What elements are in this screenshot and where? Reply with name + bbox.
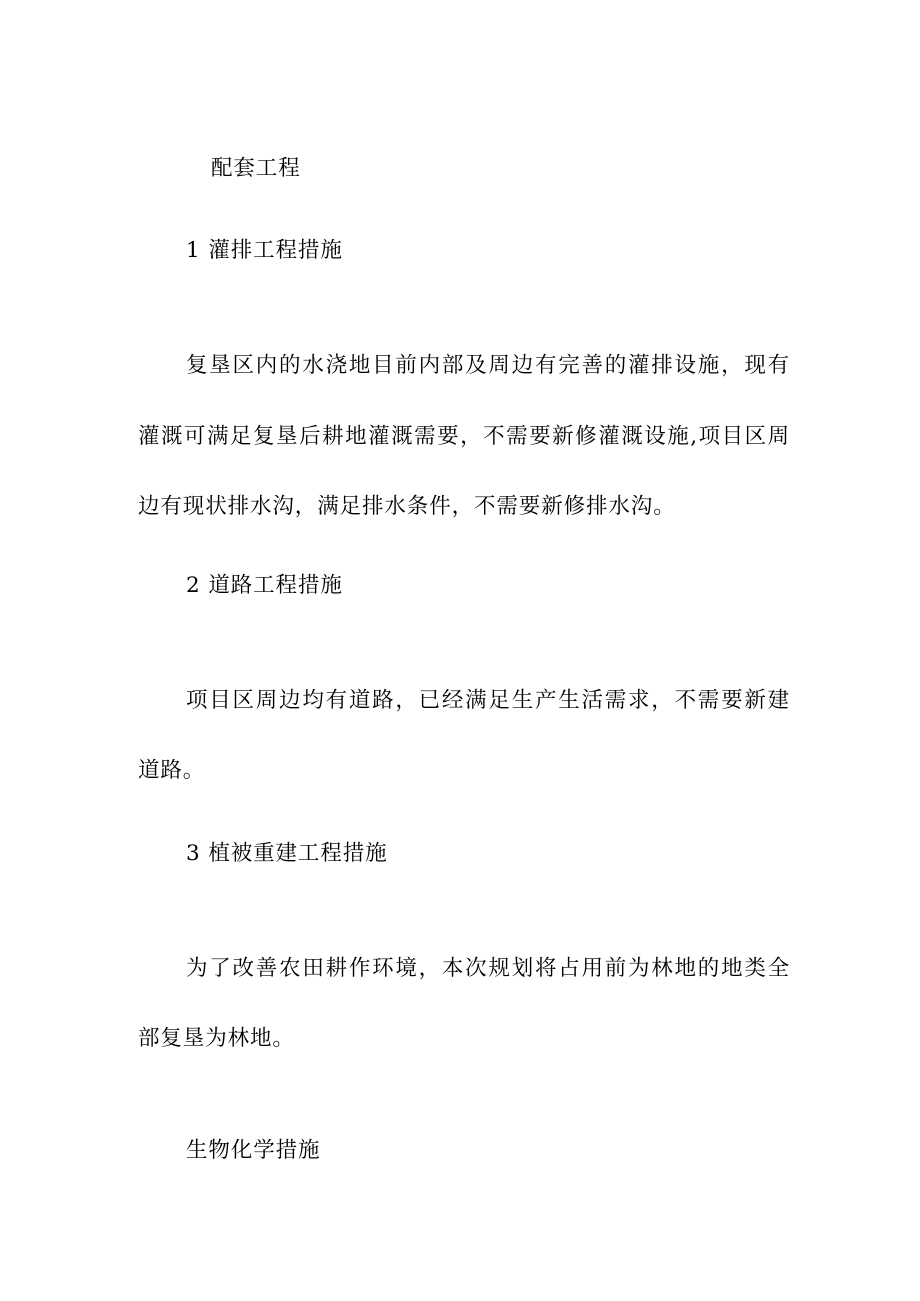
paragraph-vegetation-line-2: 部复垦为林地。 bbox=[138, 1026, 295, 1051]
paragraph-vegetation-line-1: 为了改善农田耕作环境，本次规划将占用前为林地的地类全 bbox=[186, 956, 790, 981]
paragraph-irrigation-line-1: 复垦区内的水浇地目前内部及周边有完善的灌排设施，现有 bbox=[186, 353, 790, 378]
section-title-irrigation: 1 灌排工程措施 bbox=[186, 238, 343, 263]
paragraph-irrigation-line-3: 边有现状排水沟，满足排水条件，不需要新修排水沟。 bbox=[138, 494, 676, 519]
paragraph-irrigation-line-2: 灌溉可满足复垦后耕地灌溉需要，不需要新修灌溉设施,项目区周 bbox=[138, 424, 790, 449]
paragraph-road-line-2: 道路。 bbox=[138, 758, 206, 783]
section-heading-peitao: 配套工程 bbox=[211, 156, 301, 181]
section-title-vegetation: 3 植被重建工程措施 bbox=[186, 841, 388, 866]
paragraph-road-line-1: 项目区周边均有道路，已经满足生产生活需求，不需要新建 bbox=[186, 688, 790, 713]
section-heading-bio-chem: 生物化学措施 bbox=[186, 1138, 321, 1163]
section-title-road: 2 道路工程措施 bbox=[186, 573, 343, 598]
